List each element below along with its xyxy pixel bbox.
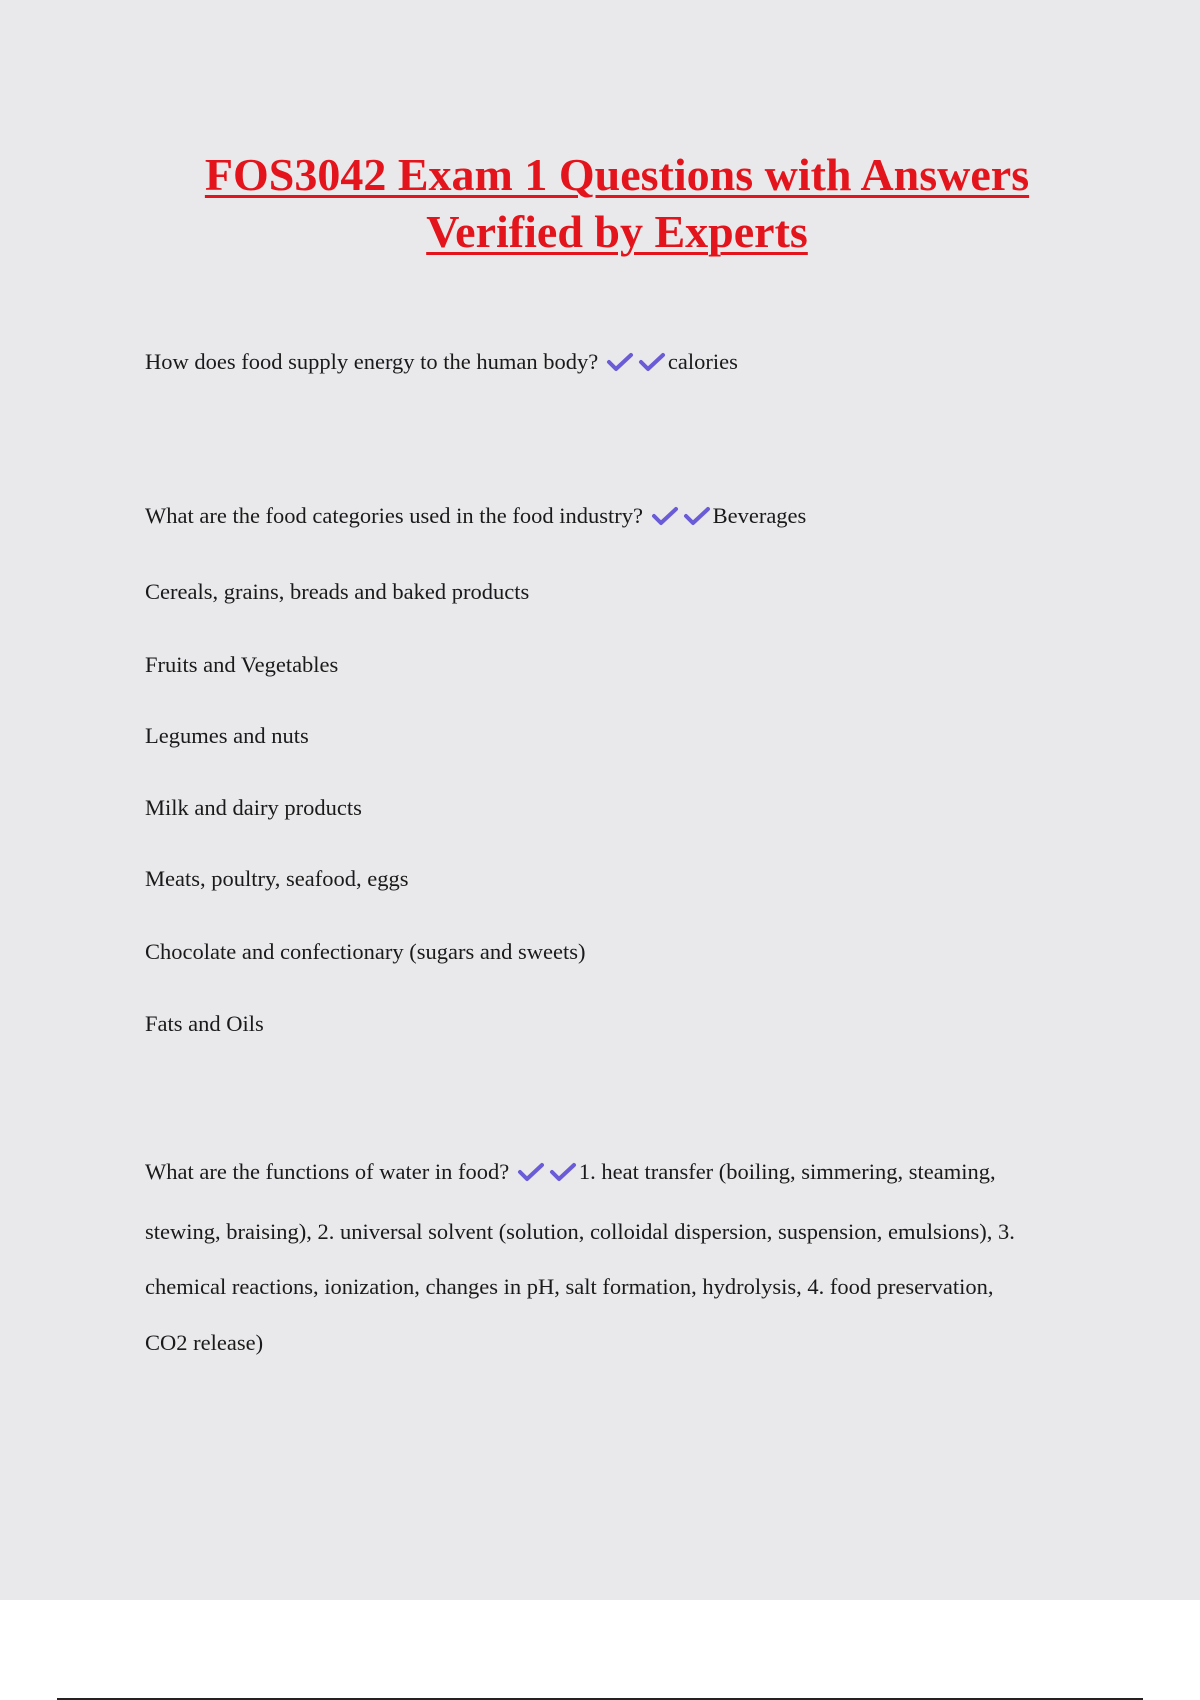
double-check-icon: [606, 352, 666, 372]
list-item: Chocolate and confectionary (sugars and sweets): [145, 939, 586, 964]
page-footer: [0, 1600, 1200, 1700]
list-item: Cereals, grains, breads and baked products: [145, 579, 530, 604]
title-line-2: Verified by Experts: [426, 206, 808, 257]
question-3-answer-line-1: 1. heat transfer (boiling, simmering, steaming,: [578, 1159, 996, 1184]
question-2-answer: Beverages: [712, 503, 807, 528]
title-line-1: FOS3042 Exam 1 Questions with Answers: [204, 149, 1030, 200]
question-3-answer-line-3: chemical reactions, ionization, changes in pH, salt formation, hydrolysis, 4. food preservation,: [145, 1274, 994, 1299]
double-check-icon: [651, 506, 711, 526]
question-2-text: What are the food categories used in the food industry?: [145, 503, 643, 528]
question-3-answer-line-4: CO2 release): [145, 1330, 264, 1355]
list-item: Fats and Oils: [145, 1011, 264, 1036]
double-check-icon: [517, 1162, 577, 1182]
question-3-text: What are the functions of water in food?: [145, 1159, 510, 1184]
document-title: [0, 146, 1200, 260]
list-item: Meats, poultry, seafood, eggs: [145, 866, 409, 891]
question-3-answer-line-2: stewing, braising), 2. universal solvent (solution, colloidal dispersion, suspension, emulsions), 3.: [145, 1219, 1015, 1244]
list-item: Legumes and nuts: [145, 723, 309, 748]
question-1-answer: calories: [667, 349, 738, 374]
question-1: [145, 348, 738, 376]
list-item: Milk and dairy products: [145, 795, 362, 820]
question-3: [145, 1158, 996, 1186]
question-2: [145, 502, 806, 530]
list-item: Fruits and Vegetables: [145, 652, 339, 677]
question-1-text: How does food supply energy to the human body?: [145, 349, 599, 374]
